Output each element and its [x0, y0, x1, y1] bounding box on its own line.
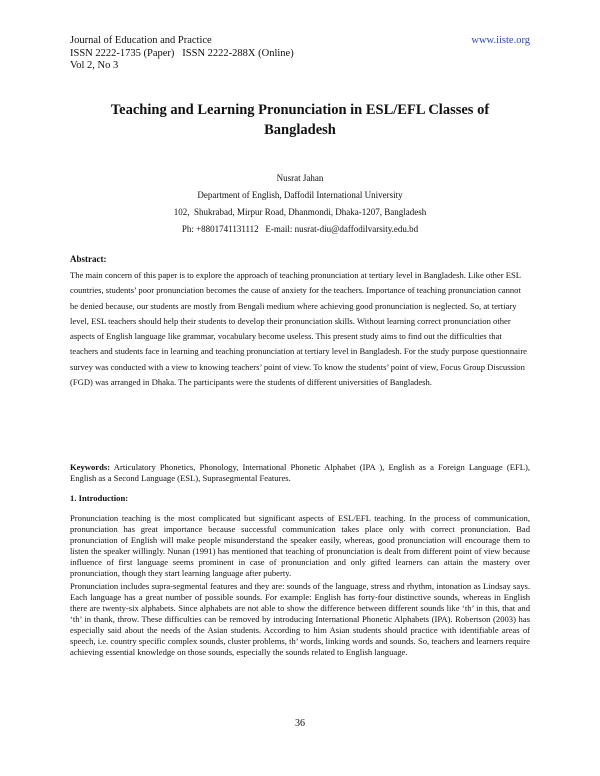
- abstract-section: [70, 253, 530, 390]
- author-contact: Ph: +8801741131112 E-mail: nusrat-diu@daffodilvarsity.edu.bd: [181, 224, 419, 234]
- journal-name: Journal of Education and Practice: [70, 35, 212, 46]
- abstract-text: The main concern of this paper is to explore the approach of teaching pronunciation at tertiary level in Bangladesh. Like other ESL countries, students’ poor pronunciation becomes the cause of anxiety for the teachers. Importance of teaching pronunciation cannot be denied because, our students are mostly from Bengali medium where achieving good pronunciation is neglected. So, at tertiary level, ESL teachers should help their students to develop their pronunciation skills. Without learning correct pronunciation other aspects of English language like grammar, vocabulary become useless. This present study aims to find out the difficulties that teachers and students face in learning and teaching pronunciation at tertiary level in Bangladesh. For the study purpose questionnaire survey was conducted with a view to knowing teachers’ point of view. To know the students’ point of view, Focus Group Discussion (FGD) was arranged in Dhaka. The participants were the students of different universities of Bangladesh.: [70, 270, 527, 388]
- issn-line: ISSN 2222-1735 (Paper) ISSN 2222-288X (Online): [70, 47, 294, 59]
- paper-title: [70, 100, 530, 140]
- keywords-label: Keywords:: [70, 462, 111, 472]
- introduction-heading: 1. Introduction:: [70, 493, 129, 503]
- author-name: Nusrat Jahan: [276, 173, 324, 183]
- keywords-text: Articulatory Phonetics, Phonology, International Phonetic Alphabet (IPA ), English as a Foreign Language (EFL), English as a Second Language (ESL), Suprasegmental Features.: [70, 462, 530, 483]
- volume-line: Vol 2, No 3: [70, 60, 119, 71]
- paper-title-line-1: Teaching and Learning Pronunciation in ESL/EFL Classes of: [110, 102, 490, 118]
- keywords-section: [70, 462, 530, 484]
- journal-website-link[interactable]: www.iiste.org: [471, 35, 530, 46]
- paper-title-line-2: Bangladesh: [264, 122, 336, 138]
- author-address: 102, Shukrabad, Mirpur Road, Dhanmondi, Dhaka-1207, Bangladesh: [173, 207, 427, 217]
- introduction-paragraph-1: Pronunciation teaching is the most complicated but significant aspects of ESL/EFL teaching. In the process of communication, pronunciation has great importance because successful communication takes place only with correct pronunciation. Bad pronunciation of English will make people misunderstand the speaker easily, whereas, good pronunciation will encourage them to listen the speaker willingly. Nunan (1991) has mentioned that teaching of pronunciation is dealt from different point of view because influence of first language seems prominent in case of pronunciation and only gifted learners can attain the mastery over pronunciation, though they start learning language after puberty.: [70, 513, 530, 578]
- page-number: 36: [295, 718, 305, 729]
- author-department: Department of English, Daffodil International University: [197, 190, 403, 200]
- introduction-paragraph-2: Pronunciation includes supra-segmental features and they are: sounds of the language, stress and rhythm, intonation as Lindsay says. Each language has a great number of possible sounds. For example: English has forty-four distinctive sounds, whereas in English there are twenty-six alphabets. Since alphabets are not able to show the difference between different sounds like ‘th’ in this, that and ‘th’ in thank, throw. These difficulties can be removed by introducing International Phonetic Alphabets (IPA). Robertson (2003) has especially said about the needs of the Asian students. According to him Asian students should practice with identifiable areas of speech, i.e. country specific complex sounds, cluster problems, th’ words, linking words and sounds. So, teachers and learners require achieving essential knowledge on those sounds, especially the sounds related to English language.: [70, 581, 530, 657]
- journal-header: [70, 35, 530, 73]
- author-block: [70, 170, 530, 238]
- abstract-heading: Abstract:: [70, 254, 107, 264]
